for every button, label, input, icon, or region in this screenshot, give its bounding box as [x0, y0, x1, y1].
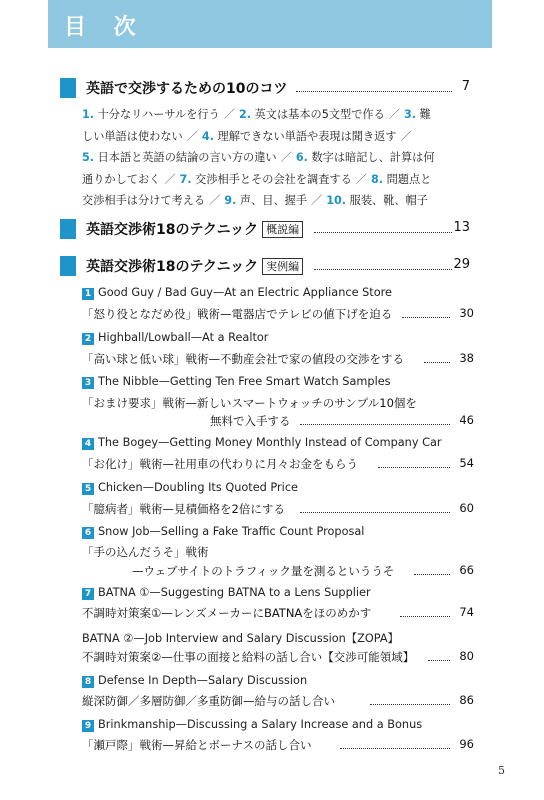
leader-dots [300, 512, 450, 513]
toc-item[interactable] [82, 586, 474, 626]
separator: ／ [186, 129, 198, 143]
separator: ／ [355, 172, 367, 186]
item-entry [82, 605, 474, 621]
section-marker-icon [60, 78, 76, 98]
tips-line [82, 190, 474, 212]
number-badge: 2 [82, 333, 94, 345]
item-title-en: The Bogey—Getting Money Monthly Instead of Company Car [98, 436, 442, 449]
tip-text: 日本語と英語の結論の言い方の違い [97, 151, 277, 165]
item-page: 66 [459, 563, 474, 577]
section-title: 英語で交渉するための10のコツ [86, 81, 288, 97]
toc-item[interactable] [82, 674, 474, 714]
item-title-en: Defense In Depth—Salary Discussion [98, 674, 308, 687]
leader-dots [378, 467, 450, 468]
item-page: 86 [459, 693, 474, 707]
tip-number: 2. [238, 108, 252, 121]
leader-dots [414, 574, 450, 575]
item-title-jp: 不調時対策案②—仕事の面接と給料の話し合い【交渉可能領域】 [82, 650, 415, 664]
tip-text: 数字は暗記し、計算は何 [311, 151, 435, 165]
item-title-jp-cont: —ウェブサイトのトラフィック量を測るといううそ [132, 564, 395, 578]
item-title-en: Good Guy / Bad Guy—At an Electric Appliance Store [98, 286, 392, 299]
tip-text: しい単語は使わない [82, 129, 183, 143]
item-title-jp: 「手の込んだうそ」戦術 [82, 545, 209, 559]
toc-item[interactable] [82, 525, 474, 581]
header-bar [48, 0, 492, 48]
tip-text: 声、目、握手 [239, 194, 308, 208]
page-number: 5 [498, 764, 505, 777]
section-title: 英語交渉術18のテクニック 実例編 [86, 256, 303, 276]
item-page: 60 [459, 501, 474, 515]
leader-dots [370, 704, 450, 705]
tip-text: 理解できない単語や表現は聞き返す [217, 129, 397, 143]
item-title-jp: 不調時対策案①—レンズメーカーにBATNAをほのめかす [82, 606, 372, 620]
item-entry [82, 737, 474, 753]
leader-dots [296, 91, 452, 92]
section-title: 英語交渉術18のテクニック 概説編 [86, 219, 303, 239]
leader-dots [400, 616, 450, 617]
item-page: 80 [459, 649, 474, 663]
item-title-en: Brinkmanship—Discussing a Salary Increase and a Bonus [98, 718, 423, 731]
item-entry [82, 544, 474, 560]
item-entry [82, 649, 474, 665]
item-title-jp: 「おまけ要求」戦術—新しいスマートウォッチのサンプル10個を [82, 396, 417, 410]
item-title-jp-cont: 無料で入手する [210, 414, 291, 428]
tips-line [82, 104, 474, 126]
leader-dots [424, 362, 450, 363]
item-entry-cont [82, 563, 474, 579]
item-entry [82, 456, 474, 472]
tips-line [82, 147, 474, 169]
number-badge: 5 [82, 483, 94, 495]
item-title-jp: 「お化け」戦術—社用車の代わりに月々お金をもらう [82, 457, 358, 471]
tip-number: 1. [82, 108, 95, 121]
page-title: 目 次 [64, 15, 146, 40]
item-page: 38 [459, 351, 474, 365]
toc-item[interactable] [82, 331, 474, 371]
item-title-en: BATNA ①—Suggesting BATNA to a Lens Supplier [98, 586, 371, 599]
number-badge: 6 [82, 527, 94, 539]
item-title-en: The Nibble—Getting Ten Free Smart Watch Samples [98, 375, 391, 388]
separator: ／ [164, 172, 176, 186]
toc-section-examples[interactable] [60, 255, 470, 277]
item-title-jp: 「怒り役となだめ役」戦術—電器店でテレビの値下げを迫る [82, 307, 393, 321]
tip-text: 通りかしておく [82, 172, 161, 186]
item-entry-cont [82, 413, 474, 429]
toc-item[interactable] [82, 436, 474, 476]
item-entry [82, 693, 474, 709]
number-badge: 1 [82, 288, 94, 300]
tip-number: 8. [370, 172, 384, 186]
tip-number: 6. [295, 151, 308, 165]
number-badge: 8 [82, 676, 94, 688]
tips-line [82, 126, 474, 148]
tips-line [82, 169, 474, 191]
separator: ／ [223, 108, 235, 121]
tip-number: 9. [224, 194, 237, 208]
item-page: 96 [459, 737, 474, 751]
toc-section-tips[interactable] [60, 77, 470, 99]
item-title-en: Snow Job—Selling a Fake Traffic Count Proposal [98, 525, 365, 538]
tip-number: 10. [326, 194, 347, 208]
item-title-en: Highball/Lowball—At a Realtor [98, 331, 269, 344]
tip-number: 3. [403, 108, 417, 121]
leader-dots [428, 660, 450, 661]
tip-text: 難 [419, 108, 431, 121]
number-badge: 7 [82, 588, 94, 600]
leader-dots [340, 748, 450, 749]
toc-item[interactable] [82, 718, 474, 758]
separator: ／ [311, 194, 323, 208]
item-page: 30 [459, 306, 474, 320]
item-page: 46 [459, 413, 474, 427]
section-page: 7 [461, 79, 470, 94]
separator: ／ [388, 108, 400, 121]
number-badge: 9 [82, 720, 94, 732]
item-page: 54 [459, 456, 474, 470]
item-title-en: BATNA ②—Job Interview and Salary Discussion【ZOPA】 [82, 632, 399, 645]
leader-dots [300, 424, 450, 425]
item-entry [82, 501, 474, 517]
toc-item[interactable] [82, 481, 474, 521]
tip-text: 交渉相手は分けて考える [82, 194, 206, 208]
tip-number: 7. [179, 172, 192, 186]
separator: ／ [280, 151, 292, 165]
item-title-jp: 「臆病者」戦術—見積価格を2倍にする [82, 502, 285, 516]
item-entry [82, 395, 474, 411]
separator: ／ [400, 129, 412, 143]
item-title-jp: 「瀬戸際」戦術—昇給とボーナスの話し合い [82, 738, 312, 752]
tip-text: 英文は基本の5文型で作る [254, 108, 385, 121]
tips-list [82, 104, 474, 212]
item-title-jp: 「高い球と低い球」戦術—不動産会社で家の値段の交渉をする [82, 352, 404, 366]
tip-text: 服装、靴、帽子 [349, 194, 428, 208]
item-entry [82, 351, 474, 367]
number-badge: 3 [82, 377, 94, 389]
section-tag: 概説編 [262, 221, 303, 238]
tip-text: 問題点と [386, 172, 432, 186]
toc-section-overview[interactable] [60, 218, 470, 240]
tip-text: 交渉相手とその会社を調査する [195, 172, 352, 186]
item-title-jp: 縦深防御／多層防御／多重防御—給与の話し合い [82, 694, 335, 708]
section-tag: 実例編 [262, 258, 303, 275]
tip-number: 4. [201, 129, 214, 143]
leader-dots [402, 317, 450, 318]
section-marker-icon [60, 219, 76, 239]
number-badge: 4 [82, 438, 94, 450]
leader-dots [314, 269, 452, 270]
item-title-en: Chicken—Doubling Its Quoted Price [98, 481, 298, 494]
section-page: 29 [453, 257, 470, 272]
toc-item[interactable] [82, 375, 474, 431]
item-page: 74 [459, 605, 474, 619]
section-marker-icon [60, 256, 76, 276]
item-entry [82, 306, 474, 322]
leader-dots [314, 232, 452, 233]
tip-number: 5. [82, 151, 95, 165]
toc-item[interactable] [82, 630, 474, 670]
toc-item[interactable] [82, 286, 474, 326]
separator: ／ [209, 194, 221, 208]
tip-text: 十分なリハーサルを行う [97, 108, 220, 121]
section-page: 13 [453, 220, 470, 235]
